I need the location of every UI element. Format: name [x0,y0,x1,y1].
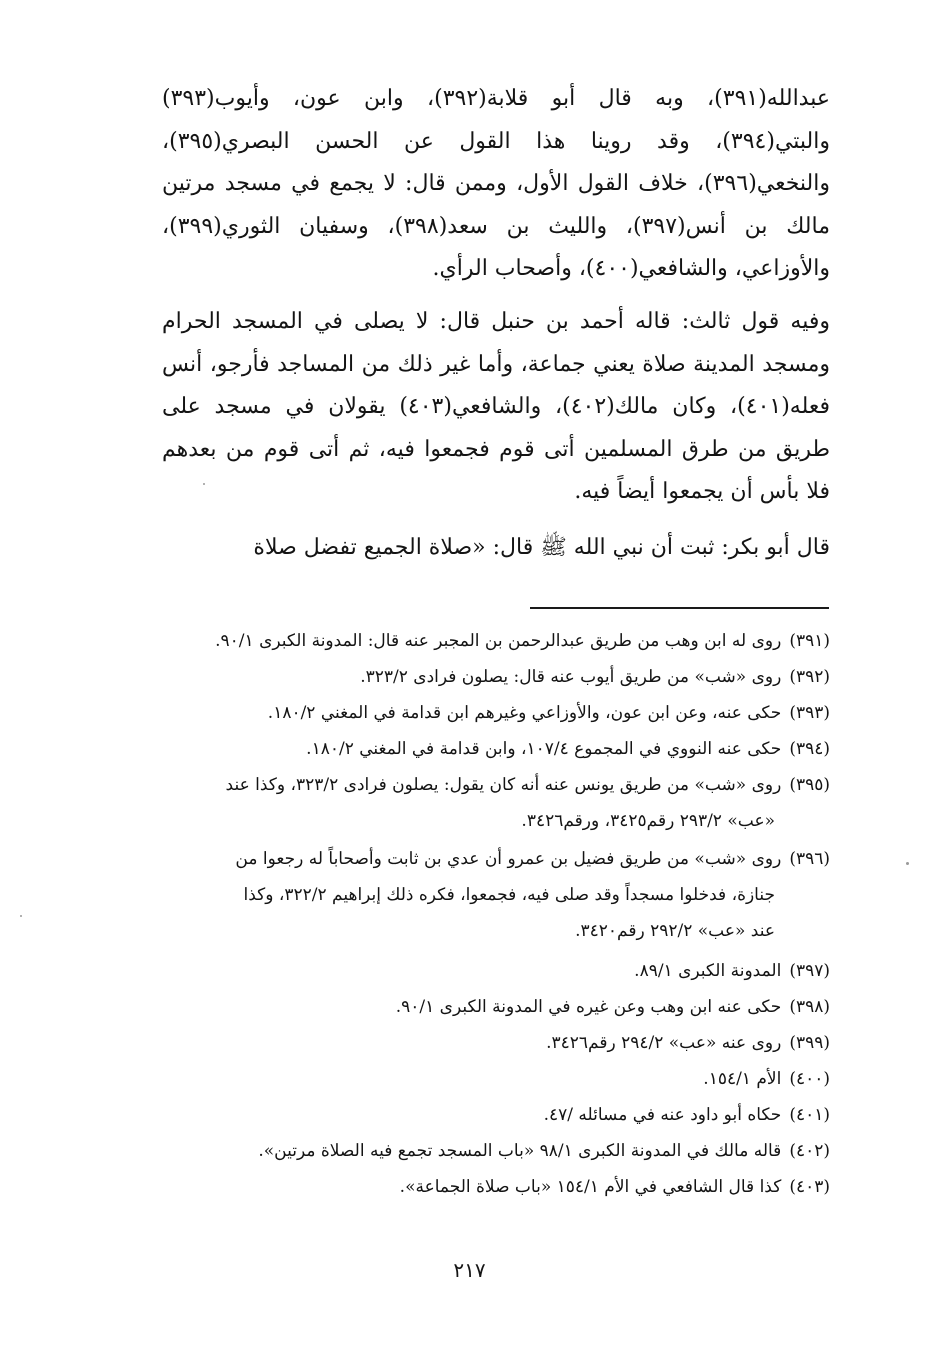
footnote-text-continuation: عند «عب» ٢٩٢/٢ رقم٣٤٢٠. [575,921,775,941]
footnote [162,623,830,659]
footnote [162,841,830,949]
footnote-separator [530,607,829,609]
footnote-text: الأم ١٥٤/١. [703,1069,782,1089]
footnote [162,695,830,731]
footnote-text-continuation: «عب» ٢٩٣/٢ رقم٣٤٢٥، ورقم٣٤٢٦. [521,811,775,831]
footnote-number: (٤٠٣) [789,1177,830,1197]
footnote-text: روى «شب» من طريق فضيل بن عمرو أن عدي بن ثابت وأصحاباً له رجعوا من [235,849,782,869]
footnote [162,1025,830,1061]
footnote [162,659,830,695]
footnote [162,989,830,1025]
footnote-number: (٣٩٢) [789,667,830,687]
scan-speck [203,483,205,485]
footnote-number: (٣٩٨) [789,997,830,1017]
footnote-text: حكى عنه، وعن ابن عون، والأوزاعي وغيرهم ابن قدامة في المغني ١٨٠/٢. [267,703,782,723]
footnote-number: (٣٩٦) [789,849,830,869]
footnote-text: المدونة الكبرى ٨٩/١. [634,961,782,981]
footnote-text-continuation: جنازة، فدخلوا مسجداً وقد صلى فيه، فجمعوا، فكره ذلك إبراهيم ٣٢٢/٢، وكذا [243,885,775,905]
footnote-number: (٣٩٧) [789,961,830,981]
footnote-number: (٤٠١) [789,1105,830,1125]
footnote-number: (٤٠٢) [789,1141,830,1161]
page-number: ٢١٧ [453,1258,486,1282]
footnote-text: حكى عنه النووي في المجموع ١٠٧/٤، وابن قدامة في المغني ١٨٠/٢. [306,739,782,759]
footnote [162,1169,830,1205]
footnote [162,1061,830,1097]
footnote-number: (٣٩٥) [789,775,830,795]
footnote-number: (٣٩٩) [789,1033,830,1053]
footnote-number: (٣٩٤) [789,739,830,759]
footnote [162,1097,830,1133]
footnote-text: حكى عنه ابن وهب وعن غيره في المدونة الكبرى ٩٠/١. [395,997,782,1017]
footnote-text: قاله مالك في المدونة الكبرى ٩٨/١ «باب المسجد تجمع فيه الصلاة مرتين». [258,1141,782,1161]
footnote-text: كذا قال الشافعي في الأم ١٥٤/١ «باب صلاة الجماعة». [399,1177,782,1197]
body-paragraph: قال أبو بكر: ثبت أن نبي الله ﷺ قال: «صلاة الجميع تفضل صلاة [253,535,830,560]
scan-speck [20,915,22,917]
footnote-text: روى عنه «عب» ٢٩٤/٢ رقم٣٤٢٦. [546,1033,782,1053]
footnote-text: حكاه أبو داود عنه في مسائله /٤٧. [543,1105,782,1125]
footnote [162,731,830,767]
footnote [162,953,830,989]
footnote-text: روى له ابن وهب من طريق عبدالرحمن بن المجبر عنه قال: المدونة الكبرى ٩٠/١. [215,631,782,651]
body-paragraph: عبدالله(٣٩١)، وبه قال أبو قلابة(٣٩٢)، وابن عون، وأيوب(٣٩٣) والبتي(٣٩٤)، وقد روينا هذا القول عن الحسن البصري(٣٩٥)، والنخعي(٣٩٦)، خلاف القول الأول، وممن قال: لا يجمع في مسجد مرتين مالك بن أنس(٣٩٧)، والليث بن سعد(٣٩٨)، وسفيان الثوري(٣٩٩)، والأوزاعي، والشافعي(٤٠٠)، وأصحاب الرأي. [162,86,830,281]
footnote-text: روى «شب» من طريق أيوب عنه قال: يصلون فرادى ٣٢٣/٢. [360,667,782,687]
footnote-number: (٣٩٣) [789,703,830,723]
footnote-text: روى «شب» من طريق يونس عنه أنه كان يقول: يصلون فرادى ٣٢٣/٢، وكذا عند [225,775,782,795]
scan-speck [906,862,909,865]
footnote-number: (٣٩١) [789,631,830,651]
footnote [162,1133,830,1169]
footnote-number: (٤٠٠) [789,1069,830,1089]
body-paragraph: وفيه قول ثالث: قاله أحمد بن حنبل قال: لا يصلى في المسجد الحرام ومسجد المدينة صلاة يعني جماعة، وأما غير ذلك من المساجد فأرجو، أنس فعله(٤٠١)، وكان مالك(٤٠٢)، والشافعي(٤٠٣) يقولان في مسجد على طريق من طرق المسلمين أتى قوم فجمعوا فيه، ثم أتى قوم من بعدهم فلا بأس أن يجمعوا أيضاً فيه. [162,309,830,504]
footnote [162,767,830,839]
